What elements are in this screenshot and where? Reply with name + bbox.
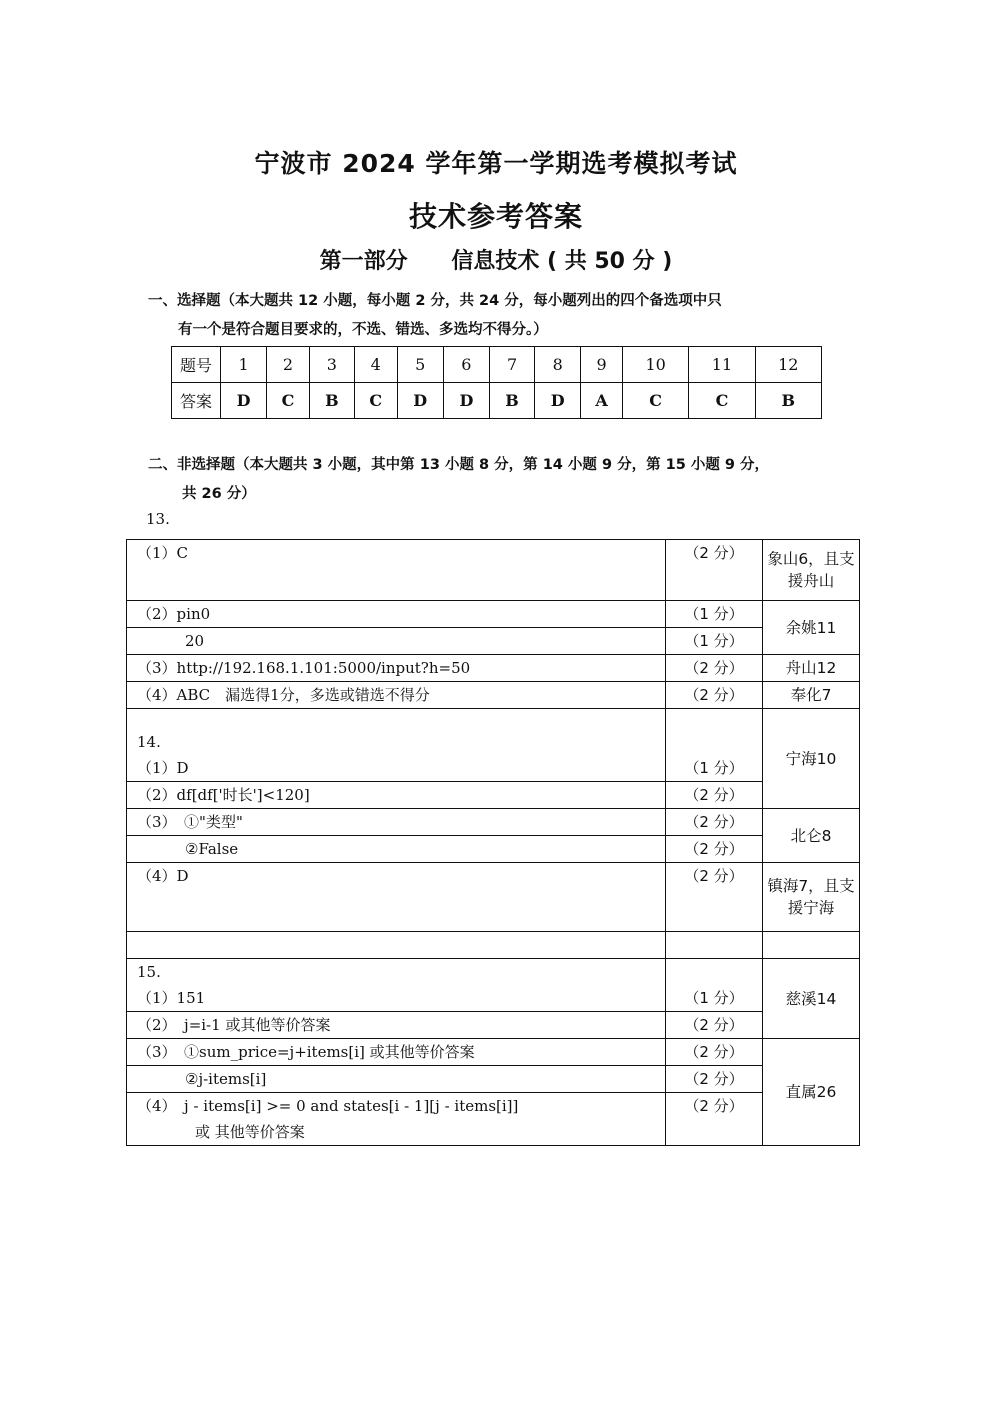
part-name: 第一部分 xyxy=(319,249,408,274)
score: （2 分） xyxy=(666,540,763,601)
table-row xyxy=(127,1039,860,1066)
section2-instructions-line2: 共 26 分） xyxy=(182,486,256,502)
answer-text: （3）http://192.168.1.101:5000/input?h=50 xyxy=(127,655,666,682)
answer-line: （4） j - items[i] >= 0 and states[i - 1][j - items[i]] xyxy=(137,1097,519,1115)
score: （1 分） xyxy=(666,959,763,1012)
score: （2 分） xyxy=(666,809,763,836)
empty-cell xyxy=(127,932,666,959)
question-14-label: 14. xyxy=(137,733,161,751)
question-number: 8 xyxy=(535,347,581,383)
question-15-label: 15. xyxy=(137,963,161,981)
score: （1 分） xyxy=(666,628,763,655)
table-row xyxy=(127,809,860,836)
school-tag: 象山6，且支援舟山 xyxy=(763,540,860,601)
question-number-row xyxy=(172,347,822,383)
multiple-choice-answer-table xyxy=(171,346,822,419)
answer-text: （2）df[df['时长']<120] xyxy=(127,782,666,809)
question-number: 4 xyxy=(354,347,397,383)
answer-row xyxy=(172,383,822,419)
answer-text xyxy=(127,1066,666,1093)
score: （2 分） xyxy=(666,836,763,863)
table-row xyxy=(127,836,860,863)
score: （2 分） xyxy=(666,655,763,682)
table-row xyxy=(127,782,860,809)
score: （2 分） xyxy=(666,782,763,809)
table-row xyxy=(127,1012,860,1039)
answer-text xyxy=(127,959,666,1012)
answer-text: （1）C xyxy=(127,540,666,601)
answer-subtext: 20 xyxy=(185,632,205,650)
school-tag: 北仑8 xyxy=(763,809,860,863)
row-label-answer: 答案 xyxy=(172,383,221,419)
question-number: 12 xyxy=(755,347,821,383)
score: （1 分） xyxy=(666,601,763,628)
answer-cell: B xyxy=(755,383,821,419)
row-label-question-number: 题号 xyxy=(172,347,221,383)
score: （2 分） xyxy=(666,1012,763,1039)
table-row xyxy=(127,959,860,1012)
answer-line-continued: 或 其他等价答案 xyxy=(195,1123,305,1141)
empty-cell xyxy=(666,932,763,959)
table-row xyxy=(127,709,860,782)
exam-title: 宁波市 2024 学年第一学期选考模拟考试 xyxy=(254,149,738,178)
table-row xyxy=(127,655,860,682)
table-row xyxy=(127,540,860,601)
answer-cell: C xyxy=(622,383,688,419)
answer-text: （3） ①sum_price=j+items[i] 或其他等价答案 xyxy=(127,1039,666,1066)
score: （2 分） xyxy=(666,1039,763,1066)
answer-text xyxy=(127,628,666,655)
free-response-answer-table xyxy=(126,539,860,1146)
spacer-row xyxy=(127,932,860,959)
answer-cell: C xyxy=(354,383,397,419)
school-tag: 慈溪14 xyxy=(763,959,860,1039)
answer-cell: A xyxy=(581,383,623,419)
answer-text: （2）pin0 xyxy=(127,601,666,628)
answer-cell: B xyxy=(489,383,534,419)
table-row xyxy=(127,682,860,709)
question-number: 3 xyxy=(309,347,354,383)
question-number: 2 xyxy=(267,347,310,383)
answer-cell: D xyxy=(535,383,581,419)
answer-cell: D xyxy=(397,383,443,419)
table-row xyxy=(127,1066,860,1093)
answer-text xyxy=(127,836,666,863)
answer-text: （4）ABC 漏选得1分，多选或错选不得分 xyxy=(127,682,666,709)
answer-text: （2） j=i-1 或其他等价答案 xyxy=(127,1012,666,1039)
part-subject: 信息技术 ( 共 50 分 ) xyxy=(451,249,673,274)
answer-cell: D xyxy=(443,383,489,419)
school-tag: 镇海7，且支援宁海 xyxy=(763,863,860,932)
question-number: 10 xyxy=(622,347,688,383)
doc-title: 技术参考答案 xyxy=(408,200,583,233)
section1-instructions-line1: 一、选择题（本大题共 12 小题，每小题 2 分，共 24 分，每小题列出的四个备选项中只 xyxy=(148,293,722,309)
table-row xyxy=(127,863,860,932)
answer-cell: D xyxy=(221,383,267,419)
score: （2 分） xyxy=(666,1066,763,1093)
answer-text xyxy=(127,1093,666,1146)
score: （2 分） xyxy=(666,863,763,932)
part-heading xyxy=(0,244,992,275)
section1-instructions-line2: 有一个是符合题目要求的，不选、错选、多选均不得分。） xyxy=(178,322,548,338)
question-number: 5 xyxy=(397,347,443,383)
answer-cell: C xyxy=(689,383,755,419)
answer-subtext: ②False xyxy=(185,840,239,858)
score: （2 分） xyxy=(666,1093,763,1146)
answer-cell: B xyxy=(309,383,354,419)
answer-line: （1）D xyxy=(137,759,189,777)
answer-line: （1）151 xyxy=(137,989,206,1007)
question-13-label: 13. xyxy=(146,510,170,528)
empty-cell xyxy=(763,932,860,959)
question-number: 1 xyxy=(221,347,267,383)
answer-cell: C xyxy=(267,383,310,419)
school-tag: 奉化7 xyxy=(763,682,860,709)
question-number: 6 xyxy=(443,347,489,383)
table-row xyxy=(127,1093,860,1146)
answer-subtext: ②j-items[i] xyxy=(185,1070,267,1088)
score: （1 分） xyxy=(666,709,763,782)
answer-text: （3） ①"类型" xyxy=(127,809,666,836)
section2-instructions-line1: 二、非选择题（本大题共 3 小题，其中第 13 小题 8 分，第 14 小题 9 分，第 15 小题 9 分， xyxy=(148,457,770,473)
school-tag: 宁海10 xyxy=(763,709,860,809)
school-tag: 余姚11 xyxy=(763,601,860,655)
table-row xyxy=(127,628,860,655)
table-row xyxy=(127,601,860,628)
question-number: 9 xyxy=(581,347,623,383)
question-number: 11 xyxy=(689,347,755,383)
school-tag: 直属26 xyxy=(763,1039,860,1146)
question-number: 7 xyxy=(489,347,534,383)
answer-text: （4）D xyxy=(127,863,666,932)
score: （2 分） xyxy=(666,682,763,709)
answer-text xyxy=(127,709,666,782)
school-tag: 舟山12 xyxy=(763,655,860,682)
